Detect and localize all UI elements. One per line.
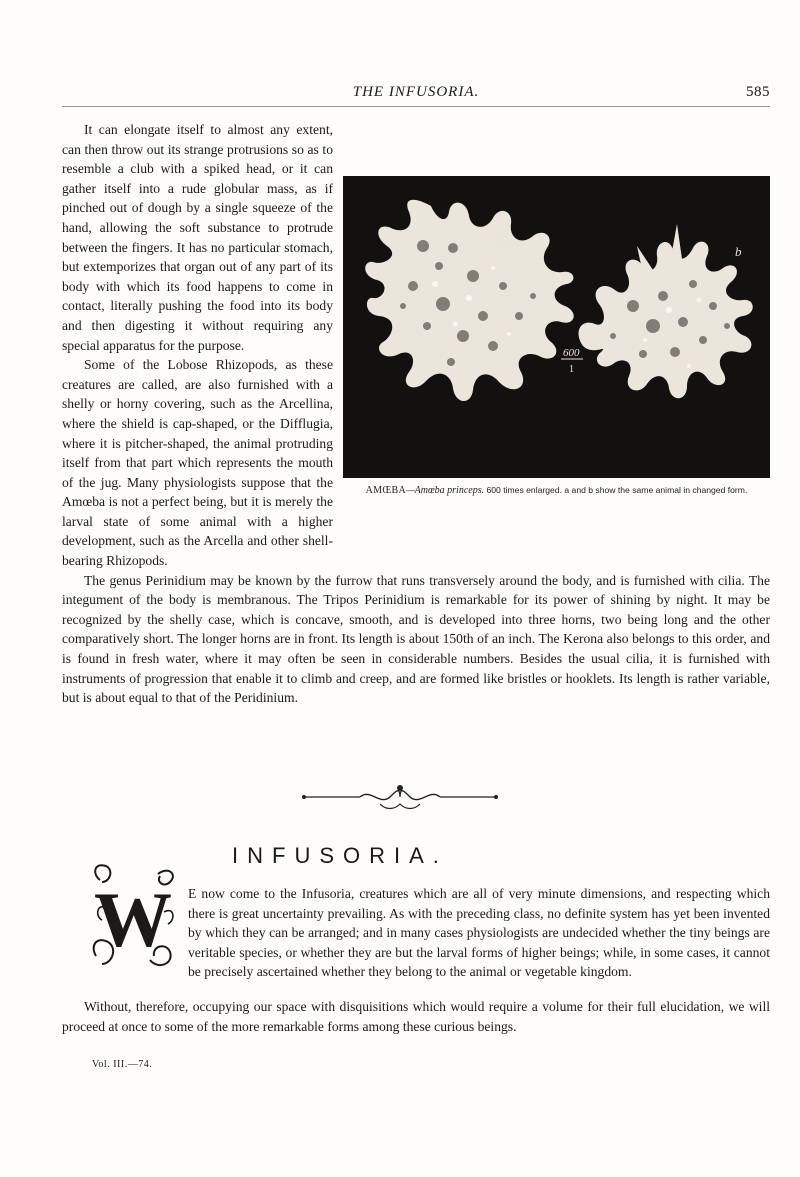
infusoria-text-1: E now come to the Infusoria, creatures which are all of very minute dimensions, and respecting which there is great uncertainty prevailing. As with the preceding class, no definite system has yet been invented by which they can be arranged; and in many cases physiologists are undecided whether the tiny beings are veritable species, or whether they are but the larval forms of higher beings; while, in some cases, it cannot be precisely ascertained whether they belong to the animal or vegetable kingdom. [188,886,770,980]
text-column-upper [62,120,770,708]
section-ornament [300,780,500,814]
paragraph-1: It can elongate itself to almost any extent, can then throw out its strange protrusions so as to resemble a club with a spiked head, or it can gather itself into a rude globular mass, as if pinched out of dough by a single squeeze of the hand, allowing the soft substance to protrude between the fingers. It has no particular stomach, but extemporizes that organ out of any part of its body with which its food happens to come in contact, literally pushing the food into its body and then digesting it without requiring any special apparatus for the purpose. [62,122,333,353]
infusoria-text-2: Without, therefore, occupying our space with disquisitions which would require a volume for their full elucidation, we will proceed at once to some of the more remarkable forms among these curious beings. [62,999,770,1034]
scale-label: 600 [563,347,580,359]
caption-name: AMŒBA [365,485,407,496]
amoeba-figure [343,176,770,568]
infusoria-paragraph-2 [62,997,770,1036]
running-head [62,84,770,107]
paragraph-3: The genus Perinidium may be known by the furrow that runs transversely around the body, and is furnished with cilia. The integument of the body is membranous. The Tripos Perinidium is remarkable for its power of shining by night. It may be recognized by the shelly case, which is concave, smooth, and is developed into three horns, two being long and the other comparatively short. The longer horns are in front. Its length is about 150th of an inch. The Kerona also belongs to this order, and is found in fresh water, where it may often be seen in considerable numbers. Besides the usual cilia, it is furnished with instruments of progression that enable it to climb and creep, and are formed like bristles or hooklets. Its length is rather variable, but is about equal to that of the Peridinium. [62,572,770,706]
amoeba-illustration [343,176,770,478]
infusoria-paragraph-1 [188,884,770,982]
label-b: b [735,244,742,259]
label-a: a [501,230,508,245]
running-title: THE INFUSORIA. [352,84,480,100]
page-number: 585 [746,84,770,100]
caption-species: Amœba princeps. [414,485,485,496]
figure-caption: AMŒBA—Amœba princeps. 600 times enlarged. a and b show the same animal in changed form. [365,485,748,496]
section-title: INFUSORIA. [232,843,448,868]
dropcap-ornament [88,860,178,978]
scale-sub: 1 [569,364,574,375]
caption-rest: 600 times enlarged. a and b show the same animal in changed form. [486,485,748,495]
amoeba-plate [343,176,770,478]
dropcap-letter: W [94,876,172,963]
paragraph-2: Some of the Lobose Rhizopods, as these creatures are called, are also furnished with a shelly or horny covering, such as the Arcellina, where the shield is cap-shaped, or the Difflugia, where it is pitcher-shaped, the animal protruding itself from that part which represents the mouth of the jug. Many physiologists suppose that the Amœba is not a perfect being, but it is merely the larval state of some animal with a higher development, such as the Arcella and other shell-bearing Rhizopods. [62,357,333,569]
signature-mark: Vol. III.—74. [92,1059,153,1070]
